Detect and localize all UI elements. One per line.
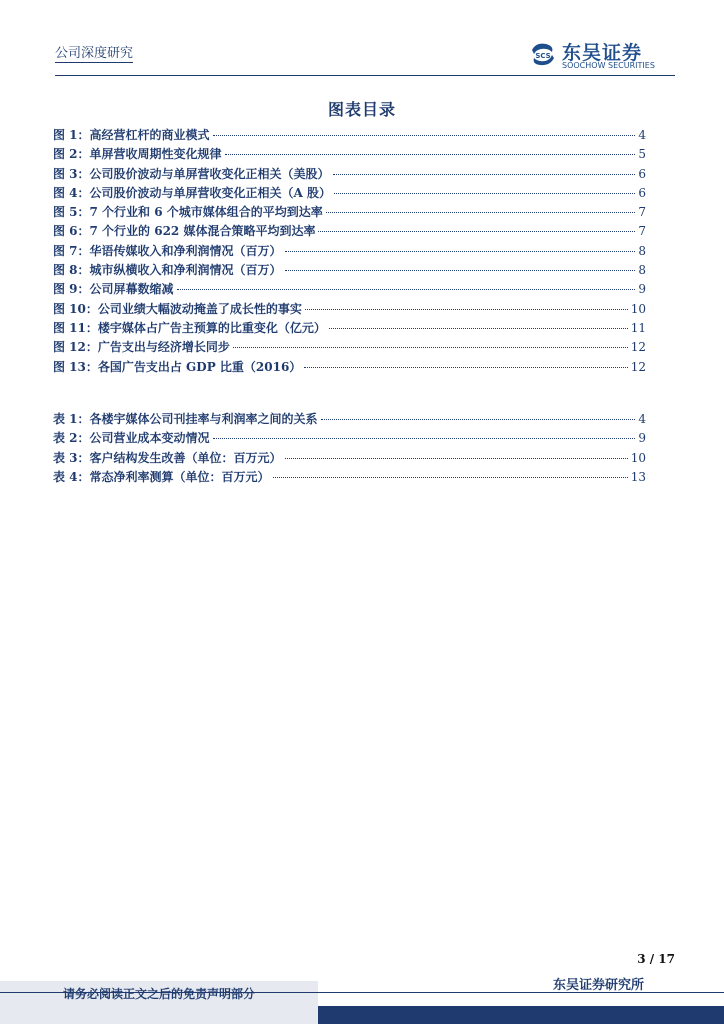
brand-logo (528, 38, 678, 72)
dot-leader (318, 230, 635, 232)
figure-entry-page[interactable]: 8 (638, 263, 646, 278)
dot-leader (285, 250, 636, 252)
figure-entry-label[interactable]: 图 12：广告支出与经济增长同步 (53, 340, 230, 355)
figure-entry-page[interactable]: 5 (638, 147, 646, 162)
figure-entry-label[interactable]: 图 11：楼宇媒体占广告主预算的比重变化（亿元） (53, 320, 326, 335)
figure-entry[interactable] (53, 165, 646, 184)
table-entry[interactable] (53, 410, 646, 429)
table-entry-page[interactable]: 9 (638, 431, 646, 446)
dot-leader (225, 153, 636, 155)
footer-organization: 东吴证券研究所 (553, 978, 645, 993)
dot-leader (213, 134, 636, 136)
figure-entry[interactable] (53, 261, 646, 280)
dot-leader (333, 173, 636, 175)
figure-entry-page[interactable]: 4 (638, 128, 646, 142)
page-number: 3 / 17 (637, 952, 675, 966)
figure-entry-label[interactable]: 图 2：单屏营收周期性变化规律 (53, 147, 222, 162)
toc-title: 图表目录 (327, 100, 396, 119)
figure-entry-page[interactable]: 11 (630, 320, 646, 335)
figure-entry[interactable] (53, 145, 646, 164)
figure-entry-page[interactable]: 7 (638, 224, 646, 239)
dot-leader (285, 269, 636, 271)
figure-entry-page[interactable]: 6 (638, 166, 646, 181)
figure-entry-label[interactable]: 图 1：高经营杠杆的商业模式 (53, 128, 210, 142)
figure-entry[interactable] (53, 358, 646, 377)
dot-leader (321, 418, 636, 420)
figure-entry-label[interactable]: 图 6：7 个行业的 622 媒体混合策略平均到达率 (53, 224, 316, 239)
table-entry-page[interactable]: 10 (630, 450, 646, 465)
dot-leader (334, 192, 635, 194)
figure-entry[interactable] (53, 203, 646, 222)
table-entry[interactable] (53, 429, 646, 448)
logo-mark-text: SCS (535, 52, 551, 60)
figure-entry-page[interactable]: 8 (638, 243, 646, 258)
footer-bar (318, 1006, 724, 1024)
figure-entry-label[interactable]: 图 8：城市纵横收入和净利润情况（百万） (53, 263, 282, 278)
figure-entry-page[interactable]: 10 (630, 301, 646, 316)
logo-english-name: SOOCHOW SECURITIES (562, 61, 655, 70)
dot-leader (285, 457, 628, 459)
disclaimer-notice (0, 981, 318, 1024)
figure-entry[interactable] (53, 222, 646, 241)
table-entry[interactable] (53, 449, 646, 468)
figure-entry[interactable] (53, 319, 646, 338)
dot-leader (213, 437, 636, 439)
table-entry-label[interactable]: 表 4：常态净利率测算（单位：百万元） (53, 469, 270, 484)
dot-leader (329, 327, 628, 329)
dot-leader (326, 211, 636, 213)
figure-entry[interactable] (53, 126, 646, 145)
figure-entry-label[interactable]: 图 9：公司屏幕数缩减 (53, 282, 174, 297)
table-entry[interactable] (53, 468, 646, 487)
figure-entry-page[interactable]: 12 (630, 340, 646, 355)
table-entry-label[interactable]: 表 3：客户结构发生改善（单位：百万元） (53, 450, 282, 465)
dot-leader (304, 366, 627, 368)
figure-list (53, 126, 646, 377)
figure-entry-label[interactable]: 图 3：公司股价波动与单屏营收变化正相关（美股） (53, 166, 330, 181)
figure-entry-page[interactable]: 6 (638, 185, 646, 200)
soochow-logo-icon (528, 40, 558, 70)
figure-entry[interactable] (53, 338, 646, 357)
table-entry-page[interactable]: 13 (630, 469, 646, 484)
report-category: 公司深度研究 (55, 42, 133, 63)
figure-entry-label[interactable]: 图 7：华语传媒收入和净利润情况（百万） (53, 243, 282, 258)
table-entry-label[interactable]: 表 2：公司营业成本变动情况 (53, 431, 210, 446)
figure-entry-label[interactable]: 图 13：各国广告支出占 GDP 比重（2016） (53, 359, 302, 374)
figure-entry[interactable] (53, 280, 646, 299)
figure-entry[interactable] (53, 242, 646, 261)
figure-entry-label[interactable]: 图 4：公司股价波动与单屏营收变化正相关（A 股） (53, 185, 332, 200)
figure-entry[interactable] (53, 300, 646, 319)
figure-entry-label[interactable]: 图 10：公司业绩大幅波动掩盖了成长性的事实 (53, 301, 302, 316)
dot-leader (273, 476, 628, 478)
header-divider (55, 75, 675, 76)
figure-entry-page[interactable]: 9 (638, 282, 646, 297)
dot-leader (233, 346, 628, 348)
figure-entry-label[interactable]: 图 5：7 个行业和 6 个城市媒体组合的平均到达率 (53, 205, 323, 220)
dot-leader (305, 308, 628, 310)
logo-chinese-name: 东吴证券 (562, 42, 643, 64)
table-entry-label[interactable]: 表 1：各楼宇媒体公司刊挂率与利润率之间的关系 (53, 412, 318, 426)
disclaimer-text: 请务必阅读正文之后的免责声明部分 (63, 987, 256, 1001)
table-list (53, 410, 646, 487)
figure-entry-page[interactable]: 12 (630, 359, 646, 374)
dot-leader (177, 288, 636, 290)
footer-divider (0, 992, 724, 993)
figure-entry[interactable] (53, 184, 646, 203)
figure-entry-page[interactable]: 7 (638, 205, 646, 220)
table-entry-page[interactable]: 4 (638, 412, 646, 426)
